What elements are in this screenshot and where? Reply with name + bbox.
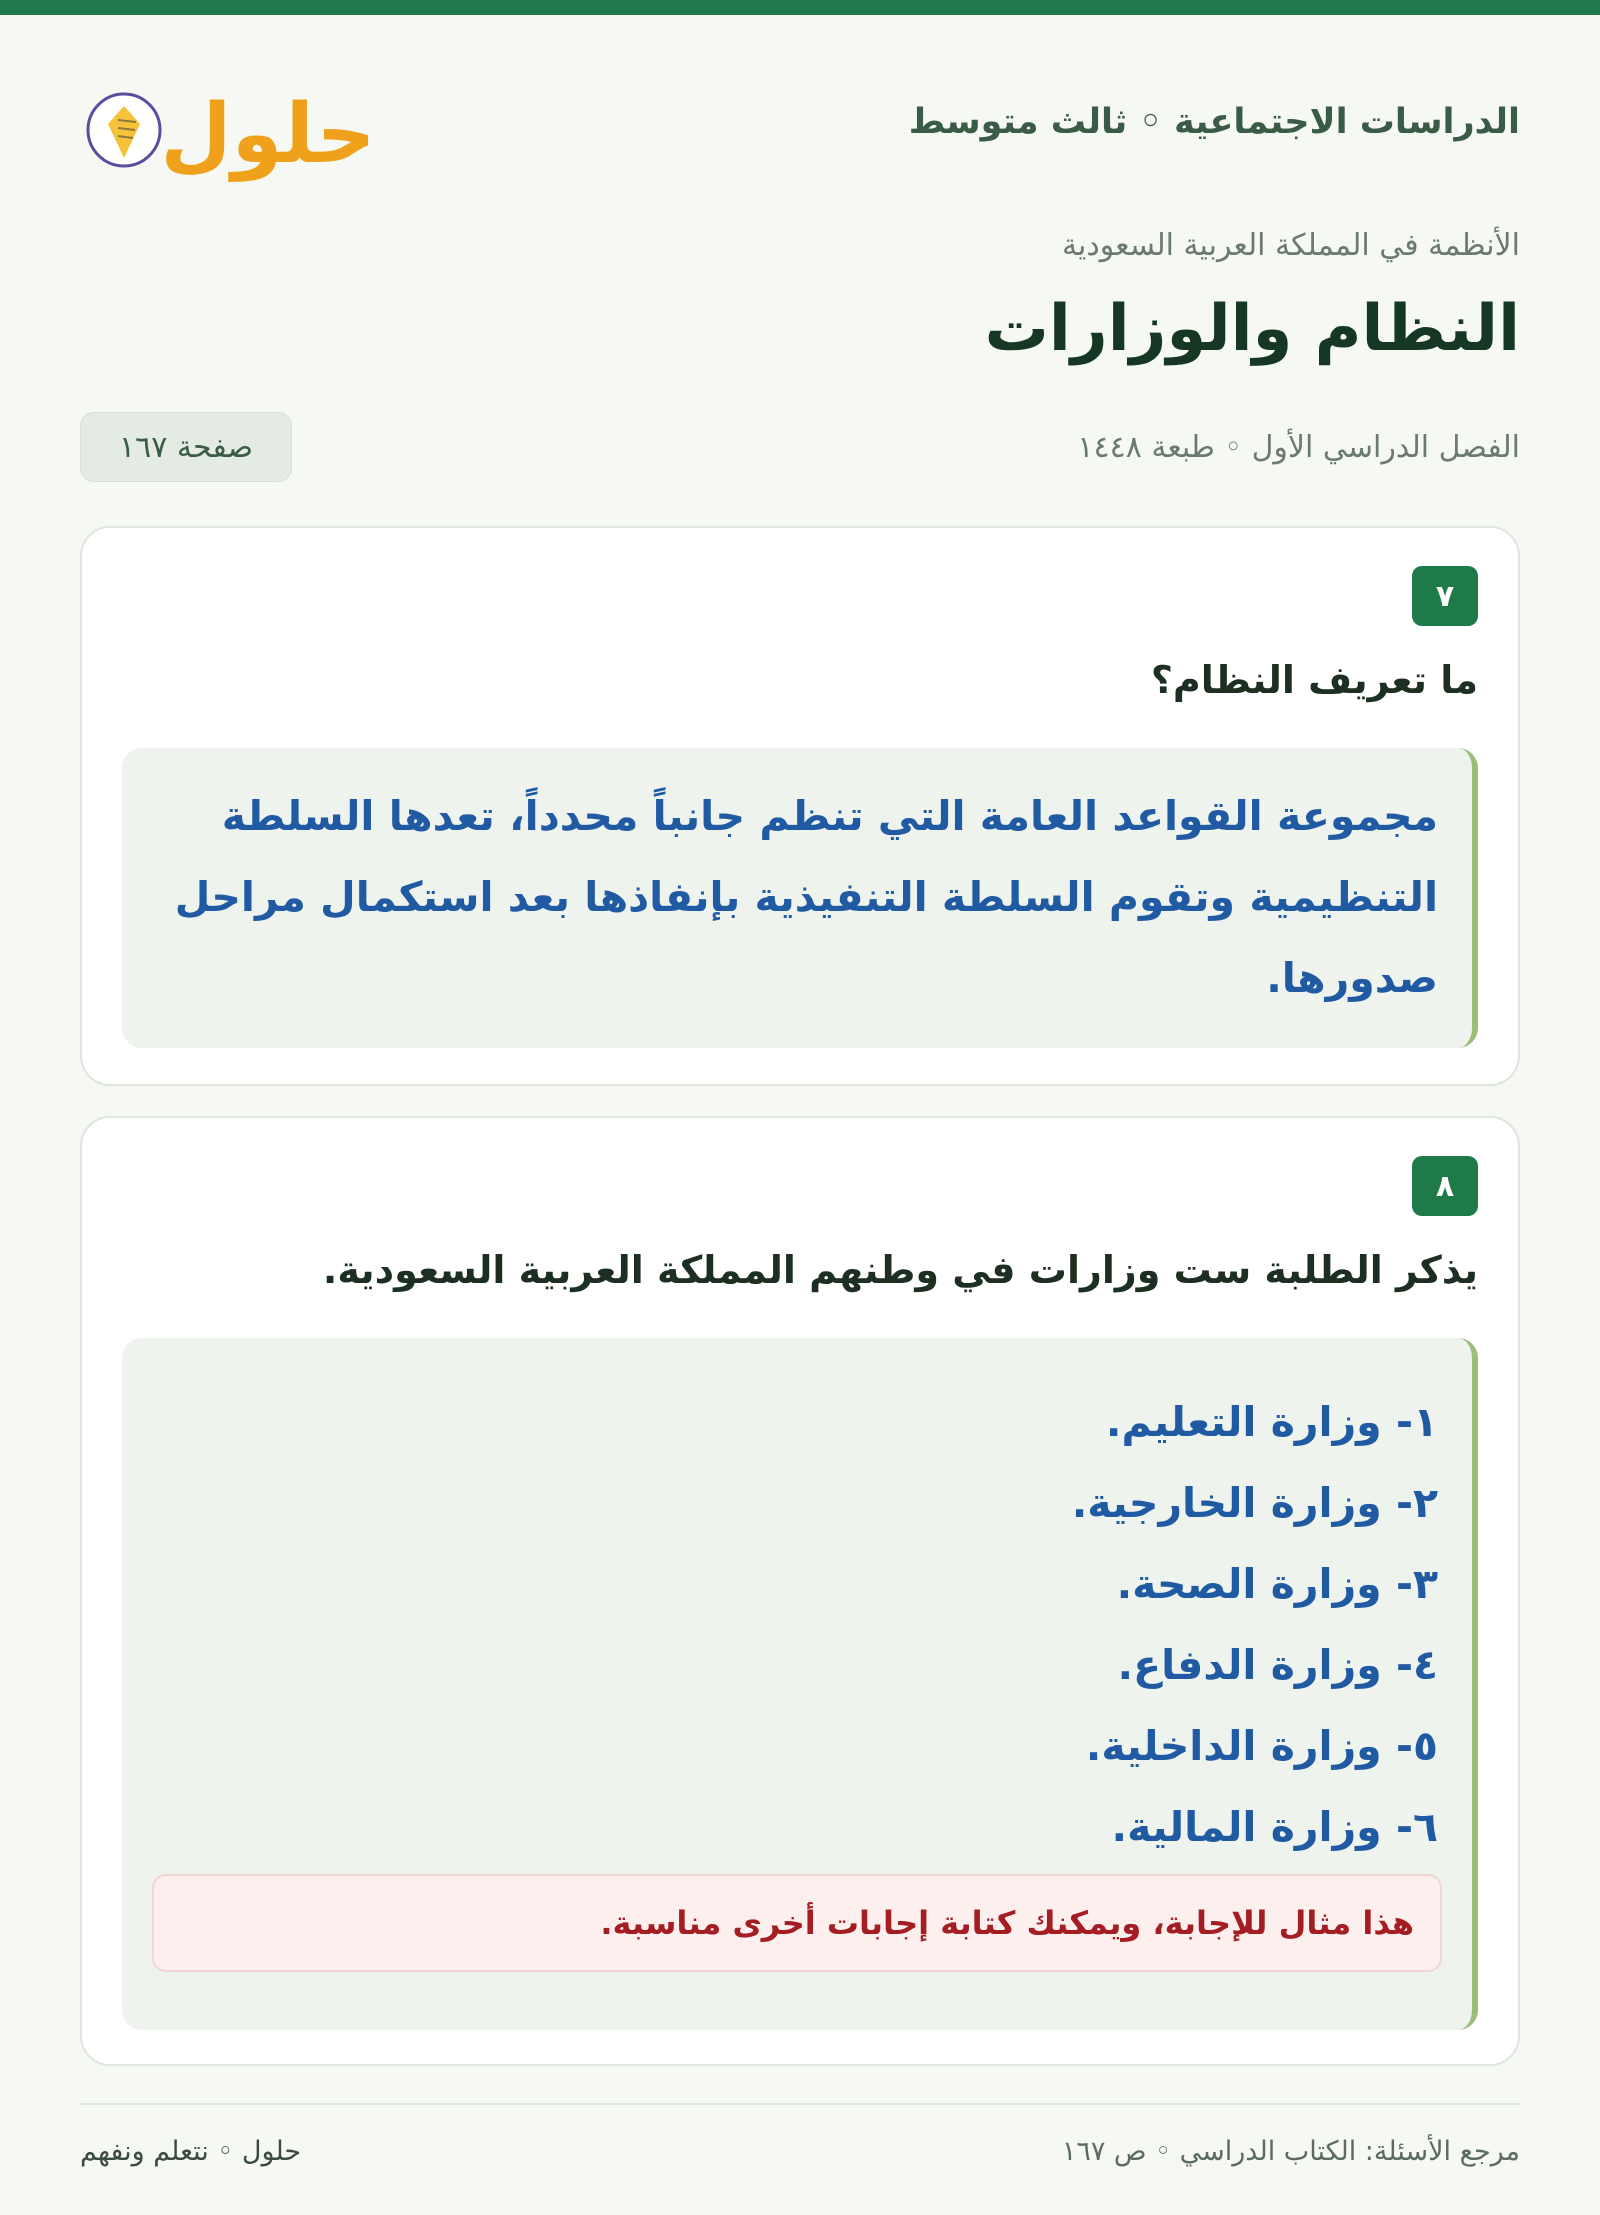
answer-text: مجموعة القواعد العامة التي تنظم جانباً محدداً، تعدها السلطة التنظيمية وتقوم السلطة التنفيذية بإنفاذها بعد استكمال مراحل صدورها. [174,792,1438,1002]
footer-brand[interactable]: حلول ◦ نتعلم ونفهم [80,2136,302,2167]
answer-box [122,748,1478,1048]
question-text: ما تعريف النظام؟ [1150,658,1478,702]
answer-list-item: ٢- وزارة الخارجية. [1071,1479,1438,1527]
answer-list-item: ٣- وزارة الصحة. [1116,1560,1438,1608]
subject-title: الدراسات الاجتماعية ◦ ثالث متوسط [908,102,1520,142]
answer-list-item: ٥- وزارة الداخلية. [1085,1722,1438,1770]
answer-list-item: ٤- وزارة الدفاع. [1117,1641,1438,1689]
footer-reference: مرجع الأسئلة: الكتاب الدراسي ◦ ص ١٦٧ [1061,2136,1520,2167]
answer-note: هذا مثال للإجابة، ويمكنك كتابة إجابات أخرى مناسبة. [152,1874,1442,1972]
footer-divider [80,2103,1520,2105]
question-card [80,526,1520,1086]
term-edition: الفصل الدراسي الأول ◦ طبعة ١٤٤٨ [1077,430,1520,465]
page-number-badge: صفحة ١٦٧ [80,412,292,482]
question-text: يذكر الطلبة ست وزارات في وطنهم المملكة العربية السعودية. [322,1248,1478,1292]
logo-wordmark: حلول [160,87,370,182]
top-accent-bar [0,0,1600,15]
unit-title: الأنظمة في المملكة العربية السعودية [1061,228,1520,263]
question-card [80,1116,1520,2066]
answer-list-item: ٦- وزارة المالية. [1111,1803,1438,1851]
question-number: ٧ [1412,566,1478,626]
answer-box [122,1338,1478,2030]
page-header [80,62,1520,192]
answer-list-item: ١- وزارة التعليم. [1105,1398,1438,1446]
question-number: ٨ [1412,1156,1478,1216]
page-title: النظام والوزارات [984,292,1520,366]
hulul-logo[interactable] [80,62,370,192]
